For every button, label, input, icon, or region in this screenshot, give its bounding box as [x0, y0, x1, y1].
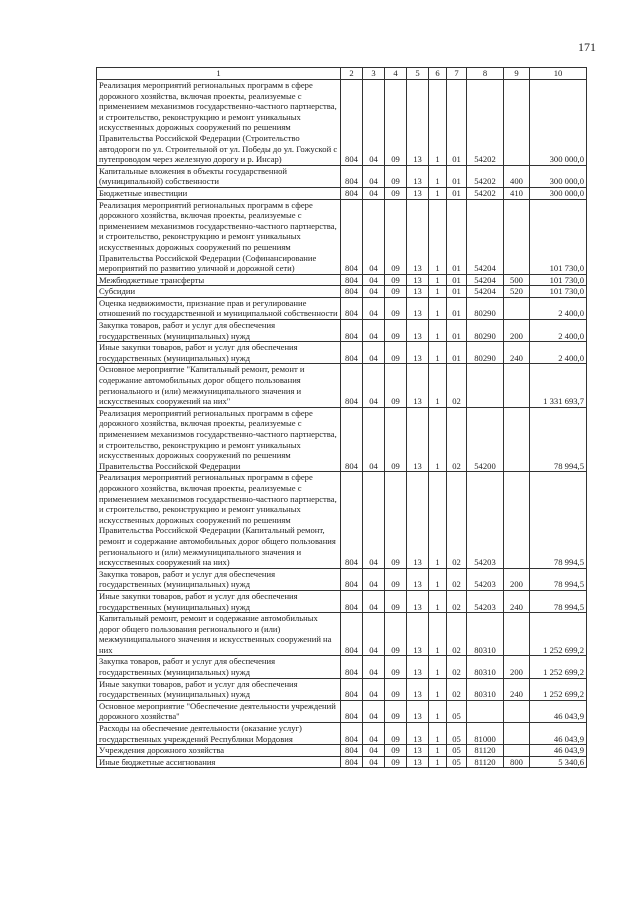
code-cell [504, 407, 530, 472]
code-cell: 04 [363, 590, 385, 612]
code-cell: 804 [341, 187, 363, 199]
amount-cell: 46 043,9 [530, 700, 587, 722]
code-cell: 04 [363, 364, 385, 407]
code-cell: 804 [341, 342, 363, 364]
amount-cell: 1 252 699,2 [530, 656, 587, 678]
table-row [97, 165, 587, 187]
code-cell [467, 364, 504, 407]
code-cell: 54200 [467, 407, 504, 472]
code-cell: 01 [447, 274, 467, 286]
code-cell: 54204 [467, 199, 504, 274]
column-header: 5 [407, 68, 429, 80]
code-cell: 01 [447, 342, 467, 364]
amount-cell: 78 994,5 [530, 407, 587, 472]
column-header: 2 [341, 68, 363, 80]
code-cell: 02 [447, 590, 467, 612]
amount-cell: 78 994,5 [530, 568, 587, 590]
amount-cell: 300 000,0 [530, 187, 587, 199]
table-row [97, 297, 587, 319]
row-name-cell: Иные закупки товаров, работ и услуг для обеспечения государственных (муниципальных) нужд [97, 342, 341, 364]
code-cell: 54202 [467, 187, 504, 199]
code-cell: 13 [407, 656, 429, 678]
code-cell: 804 [341, 320, 363, 342]
budget-table [96, 67, 587, 768]
code-cell: 04 [363, 472, 385, 568]
row-name-cell: Расходы на обеспечение деятельности (оказание услуг) государственных учреждений Республики Мордовия [97, 723, 341, 745]
code-cell: 13 [407, 320, 429, 342]
code-cell: 80290 [467, 342, 504, 364]
code-cell: 1 [429, 756, 447, 768]
code-cell: 81120 [467, 756, 504, 768]
table-row [97, 286, 587, 298]
amount-cell: 1 252 699,2 [530, 613, 587, 656]
code-cell: 09 [385, 320, 407, 342]
code-cell: 04 [363, 756, 385, 768]
code-cell: 04 [363, 700, 385, 722]
code-cell: 13 [407, 472, 429, 568]
code-cell: 09 [385, 756, 407, 768]
code-cell: 04 [363, 297, 385, 319]
code-cell: 804 [341, 407, 363, 472]
code-cell: 04 [363, 656, 385, 678]
code-cell: 09 [385, 274, 407, 286]
row-name-cell: Субсидии [97, 286, 341, 298]
table-row [97, 756, 587, 768]
row-name-cell: Учреждения дорожного хозяйства [97, 745, 341, 757]
amount-cell: 2 400,0 [530, 320, 587, 342]
row-name-cell: Закупка товаров, работ и услуг для обеспечения государственных (муниципальных) нужд [97, 568, 341, 590]
code-cell: 804 [341, 568, 363, 590]
code-cell: 81120 [467, 745, 504, 757]
column-header: 6 [429, 68, 447, 80]
code-cell: 09 [385, 286, 407, 298]
code-cell: 13 [407, 745, 429, 757]
code-cell: 804 [341, 745, 363, 757]
code-cell: 804 [341, 678, 363, 700]
code-cell: 02 [447, 678, 467, 700]
code-cell: 1 [429, 407, 447, 472]
code-cell: 80310 [467, 678, 504, 700]
code-cell: 13 [407, 613, 429, 656]
code-cell: 04 [363, 199, 385, 274]
code-cell: 804 [341, 472, 363, 568]
code-cell: 1 [429, 613, 447, 656]
code-cell: 200 [504, 568, 530, 590]
code-cell [504, 472, 530, 568]
table-row [97, 568, 587, 590]
code-cell: 01 [447, 165, 467, 187]
code-cell: 13 [407, 165, 429, 187]
code-cell: 1 [429, 187, 447, 199]
amount-cell: 2 400,0 [530, 342, 587, 364]
code-cell: 02 [447, 656, 467, 678]
table-row [97, 407, 587, 472]
row-name-cell: Реализация мероприятий региональных программ в сфере дорожного хозяйства, включая проекты, реализуемые с применением механизмов государственно-частного партнерства, и строительство, реконструкцию и ремонт уникальных искусственных дорожных сооружений по решениям Правительства Российской Федерации (Софинансирование мероприятий по развитию уличной и дорожной сети) [97, 199, 341, 274]
code-cell: 1 [429, 723, 447, 745]
code-cell: 240 [504, 678, 530, 700]
code-cell: 81000 [467, 723, 504, 745]
code-cell: 80290 [467, 297, 504, 319]
code-cell [504, 297, 530, 319]
row-name-cell: Реализация мероприятий региональных программ в сфере дорожного хозяйства, включая проекты, реализуемые с применением механизмов государственно-частного партнерства, и строительство, реконструкцию и ремонт уникальных искусственных дорожных сооружений по решениям Правительства Российской Федерации (Капитальный ремонт, ремонт и содержание автомобильных дорог общего пользования регионального и (или) межмуниципального значения и искусственных сооружений на них) [97, 472, 341, 568]
header-row [97, 68, 587, 80]
code-cell: 800 [504, 756, 530, 768]
row-name-cell: Иные закупки товаров, работ и услуг для обеспечения государственных (муниципальных) нужд [97, 678, 341, 700]
code-cell: 09 [385, 187, 407, 199]
table-row [97, 187, 587, 199]
table-row [97, 342, 587, 364]
code-cell: 13 [407, 568, 429, 590]
row-name-cell: Капитальные вложения в объекты государственной (муниципальной) собственности [97, 165, 341, 187]
code-cell: 05 [447, 745, 467, 757]
table-row [97, 613, 587, 656]
code-cell: 1 [429, 590, 447, 612]
code-cell: 02 [447, 364, 467, 407]
code-cell: 1 [429, 568, 447, 590]
code-cell: 1 [429, 165, 447, 187]
code-cell: 1 [429, 364, 447, 407]
column-header: 1 [97, 68, 341, 80]
amount-cell: 78 994,5 [530, 472, 587, 568]
code-cell [504, 745, 530, 757]
amount-cell: 2 400,0 [530, 297, 587, 319]
code-cell: 09 [385, 568, 407, 590]
code-cell: 804 [341, 364, 363, 407]
code-cell: 04 [363, 342, 385, 364]
table-row [97, 700, 587, 722]
code-cell: 804 [341, 700, 363, 722]
code-cell: 200 [504, 320, 530, 342]
table-row [97, 274, 587, 286]
code-cell: 804 [341, 590, 363, 612]
code-cell: 80310 [467, 613, 504, 656]
page-number: 171 [578, 40, 596, 54]
code-cell: 09 [385, 407, 407, 472]
row-name-cell: Межбюджетные трансферты [97, 274, 341, 286]
code-cell: 01 [447, 320, 467, 342]
code-cell: 04 [363, 80, 385, 166]
code-cell: 804 [341, 274, 363, 286]
code-cell [504, 700, 530, 722]
row-name-cell: Оценка недвижимости, признание прав и регулирование отношений по государственной и муниципальной собственности [97, 297, 341, 319]
code-cell: 804 [341, 756, 363, 768]
column-header: 7 [447, 68, 467, 80]
code-cell: 804 [341, 286, 363, 298]
code-cell: 13 [407, 274, 429, 286]
code-cell: 09 [385, 297, 407, 319]
code-cell: 1 [429, 199, 447, 274]
row-name-cell: Бюджетные инвестиции [97, 187, 341, 199]
code-cell: 80290 [467, 320, 504, 342]
code-cell: 01 [447, 187, 467, 199]
code-cell [504, 199, 530, 274]
code-cell: 09 [385, 700, 407, 722]
code-cell: 05 [447, 723, 467, 745]
table-row [97, 80, 587, 166]
code-cell: 09 [385, 342, 407, 364]
code-cell: 54202 [467, 165, 504, 187]
code-cell: 04 [363, 613, 385, 656]
code-cell: 05 [447, 756, 467, 768]
column-header: 8 [467, 68, 504, 80]
code-cell: 804 [341, 723, 363, 745]
code-cell: 04 [363, 187, 385, 199]
code-cell: 02 [447, 472, 467, 568]
code-cell: 1 [429, 656, 447, 678]
code-cell: 09 [385, 199, 407, 274]
code-cell: 54204 [467, 286, 504, 298]
code-cell: 54202 [467, 80, 504, 166]
code-cell: 13 [407, 80, 429, 166]
code-cell: 804 [341, 656, 363, 678]
code-cell: 54204 [467, 274, 504, 286]
row-name-cell: Капитальный ремонт, ремонт и содержание автомобильных дорог общего пользования регионального и (или) межмуниципального значения и искусственных сооружений на них [97, 613, 341, 656]
amount-cell: 300 000,0 [530, 80, 587, 166]
amount-cell: 46 043,9 [530, 745, 587, 757]
table-row [97, 364, 587, 407]
table-row [97, 678, 587, 700]
code-cell: 1 [429, 297, 447, 319]
code-cell: 02 [447, 407, 467, 472]
code-cell: 400 [504, 165, 530, 187]
code-cell: 1 [429, 286, 447, 298]
code-cell [504, 723, 530, 745]
code-cell [504, 613, 530, 656]
code-cell: 240 [504, 590, 530, 612]
code-cell: 80310 [467, 656, 504, 678]
column-header: 9 [504, 68, 530, 80]
code-cell: 13 [407, 756, 429, 768]
code-cell: 09 [385, 613, 407, 656]
code-cell: 02 [447, 613, 467, 656]
amount-cell: 46 043,9 [530, 723, 587, 745]
code-cell: 04 [363, 286, 385, 298]
code-cell: 01 [447, 80, 467, 166]
amount-cell: 78 994,5 [530, 590, 587, 612]
code-cell: 13 [407, 407, 429, 472]
code-cell: 13 [407, 590, 429, 612]
code-cell: 01 [447, 199, 467, 274]
code-cell: 54203 [467, 590, 504, 612]
code-cell: 09 [385, 165, 407, 187]
code-cell: 13 [407, 700, 429, 722]
code-cell: 04 [363, 165, 385, 187]
code-cell: 804 [341, 80, 363, 166]
code-cell: 13 [407, 364, 429, 407]
amount-cell: 1 331 693,7 [530, 364, 587, 407]
code-cell: 09 [385, 80, 407, 166]
code-cell: 500 [504, 274, 530, 286]
row-name-cell: Иные бюджетные ассигнования [97, 756, 341, 768]
code-cell: 13 [407, 297, 429, 319]
code-cell: 804 [341, 613, 363, 656]
table-row [97, 199, 587, 274]
row-name-cell: Основное мероприятие "Обеспечение деятельности учреждений дорожного хозяйства" [97, 700, 341, 722]
code-cell: 09 [385, 364, 407, 407]
amount-cell: 101 730,0 [530, 274, 587, 286]
code-cell: 804 [341, 297, 363, 319]
amount-cell: 101 730,0 [530, 199, 587, 274]
code-cell: 200 [504, 656, 530, 678]
code-cell: 1 [429, 678, 447, 700]
code-cell: 04 [363, 678, 385, 700]
table-row [97, 320, 587, 342]
code-cell: 13 [407, 187, 429, 199]
code-cell: 13 [407, 678, 429, 700]
code-cell: 1 [429, 472, 447, 568]
code-cell: 54203 [467, 568, 504, 590]
code-cell: 1 [429, 745, 447, 757]
code-cell: 1 [429, 700, 447, 722]
code-cell: 1 [429, 320, 447, 342]
column-header: 10 [530, 68, 587, 80]
code-cell: 13 [407, 199, 429, 274]
row-name-cell: Реализация мероприятий региональных программ в сфере дорожного хозяйства, включая проекты, реализуемые с применением механизмов государственно-частного партнерства, и строительство, реконструкцию и ремонт уникальных искусственных дорожных сооружений по решениям Правительства Российской Федерации (Строительство автодороги по ул. Строительной от ул. Победы до ул. Гожуской с путепроводом через железную дорогу и р. Инсар) [97, 80, 341, 166]
code-cell: 09 [385, 678, 407, 700]
code-cell: 1 [429, 274, 447, 286]
row-name-cell: Иные закупки товаров, работ и услуг для обеспечения государственных (муниципальных) нужд [97, 590, 341, 612]
code-cell: 240 [504, 342, 530, 364]
code-cell: 13 [407, 286, 429, 298]
row-name-cell: Реализация мероприятий региональных программ в сфере дорожного хозяйства, включая проекты, реализуемые с применением механизмов государственно-частного партнерства, и строительство, реконструкцию и ремонт уникальных искусственных дорожных сооружений по решениям Правительства Российской Федерации [97, 407, 341, 472]
code-cell: 13 [407, 723, 429, 745]
code-cell: 13 [407, 342, 429, 364]
code-cell: 05 [447, 700, 467, 722]
code-cell: 04 [363, 407, 385, 472]
code-cell: 04 [363, 274, 385, 286]
code-cell: 01 [447, 286, 467, 298]
table-row [97, 472, 587, 568]
row-name-cell: Основное мероприятие "Капитальный ремонт, ремонт и содержание автомобильных дорог общего пользования регионального и (или) межмуниципального значения и искусственных сооружений на них" [97, 364, 341, 407]
table-row [97, 656, 587, 678]
code-cell: 54203 [467, 472, 504, 568]
code-cell: 09 [385, 472, 407, 568]
column-header: 3 [363, 68, 385, 80]
row-name-cell: Закупка товаров, работ и услуг для обеспечения государственных (муниципальных) нужд [97, 320, 341, 342]
code-cell: 804 [341, 199, 363, 274]
table-row [97, 745, 587, 757]
code-cell: 09 [385, 656, 407, 678]
code-cell: 02 [447, 568, 467, 590]
code-cell [467, 700, 504, 722]
table-row [97, 723, 587, 745]
row-name-cell: Закупка товаров, работ и услуг для обеспечения государственных (муниципальных) нужд [97, 656, 341, 678]
code-cell [504, 80, 530, 166]
code-cell [504, 364, 530, 407]
amount-cell: 101 730,0 [530, 286, 587, 298]
table-row [97, 590, 587, 612]
code-cell: 1 [429, 80, 447, 166]
amount-cell: 300 000,0 [530, 165, 587, 187]
code-cell: 09 [385, 745, 407, 757]
amount-cell: 5 340,6 [530, 756, 587, 768]
code-cell: 1 [429, 342, 447, 364]
code-cell: 804 [341, 165, 363, 187]
amount-cell: 1 252 699,2 [530, 678, 587, 700]
code-cell: 04 [363, 723, 385, 745]
code-cell: 410 [504, 187, 530, 199]
code-cell: 04 [363, 320, 385, 342]
code-cell: 520 [504, 286, 530, 298]
code-cell: 04 [363, 568, 385, 590]
column-header: 4 [385, 68, 407, 80]
code-cell: 01 [447, 297, 467, 319]
code-cell: 09 [385, 590, 407, 612]
code-cell: 09 [385, 723, 407, 745]
code-cell: 04 [363, 745, 385, 757]
